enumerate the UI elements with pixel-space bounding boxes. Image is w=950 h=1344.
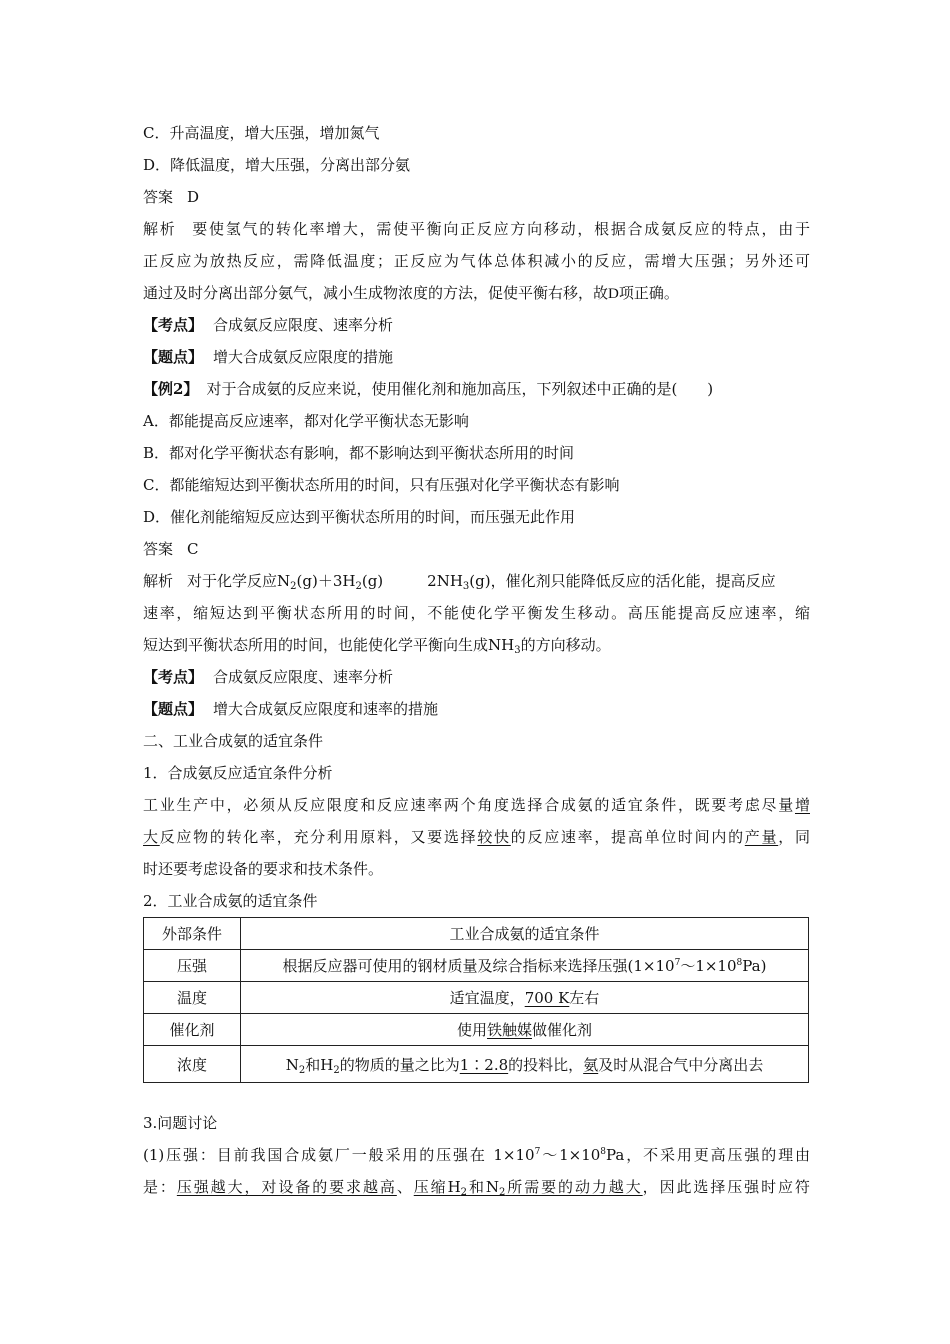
analysis-line-1: 解析 对于化学反应$N_2(g)+3H_2(g)$ $2NH_3(g)$，催化剂只能降低反应的活化能，提高反应 [143, 572, 776, 592]
catalyst-condition: 使用铁触媒做催化剂 [241, 1014, 809, 1046]
subsection-2-title: 2．工业合成氨的适宜条件 [143, 892, 318, 910]
blank-answer: 700 K [524, 989, 570, 1007]
tidian-line: 【题点】 增大合成氨反应限度的措施 [143, 348, 394, 366]
table-row [144, 982, 809, 1014]
kaodian-line: 【考点】 合成氨反应限度、速率分析 [143, 316, 394, 334]
answer-label: 答案 [143, 188, 174, 206]
example-2-question: 【例2】 对于合成氨的反应来说，使用催化剂和施加高压，下列叙述中正确的是( ) [143, 380, 714, 398]
table-row [144, 1046, 809, 1083]
blank-answer: 氨 [583, 1055, 599, 1074]
analysis-line-2: 速率，缩短达到平衡状态所用的时间，不能使化学平衡发生移动。高压能提高反应速率，缩 [143, 604, 810, 622]
blank-answer: 产量 [744, 828, 779, 846]
answer-line [143, 185, 810, 209]
kaodian-label: 【考点】 [143, 668, 204, 686]
analysis-line-1: 解析 要使氢气的转化率增大，需使平衡向正反应方向移动，根据合成氨反应的特点，由于 [143, 220, 810, 238]
blank-answer: 较快 [477, 828, 511, 846]
answer-value: C [187, 540, 199, 558]
row-label-catalyst: 催化剂 [144, 1014, 241, 1046]
kaodian-label: 【考点】 [143, 316, 204, 334]
row-label-concentration: 浓度 [144, 1046, 241, 1083]
section-title: 二、工业合成氨的适宜条件 [143, 732, 324, 750]
option-a: A．都能提高反应速率，都对化学平衡状态无影响 [143, 412, 469, 430]
blank-answer: 压缩$H_2$和$N_2$所需要的动力越大 [413, 1178, 643, 1198]
kaodian-line: 【考点】 合成氨反应限度、速率分析 [143, 668, 394, 686]
discussion-line-2: 是：压强越大，对设备的要求越高、压缩$H_2$和$N_2$所需要的动力越大，因此选择压强时应符 [143, 1178, 810, 1198]
blank-answer: 增 [794, 796, 810, 814]
subsection-1-title: 1．合成氨反应适宜条件分析 [143, 764, 333, 782]
blank-answer: 1∶2.8 [459, 1055, 509, 1074]
temperature-condition: 适宜温度，700 K左右 [241, 982, 809, 1014]
option-b: B．都对化学平衡状态有影响，都不影响达到平衡状态所用的时间 [143, 444, 575, 462]
concentration-condition: $N_2$和$H_2$的物质的量之比为1∶2.8的投料比，氨及时从混合气中分离出去 [241, 1046, 809, 1083]
equation-reactants: $N_2(g)+3H_2(g)$ [277, 572, 384, 592]
tidian-label: 【题点】 [143, 348, 204, 366]
table-row [144, 950, 809, 982]
table-header-cell: 工业合成氨的适宜条件 [241, 918, 809, 950]
equation-product: $2NH_3$ [427, 572, 470, 592]
row-label-temperature: 温度 [144, 982, 241, 1014]
paragraph-line-3: 时还要考虑设备的要求和技术条件。 [143, 860, 384, 878]
option-c: C．升高温度，增大压强，增加氮气 [143, 124, 380, 142]
blank-answer: 铁触媒 [486, 1021, 532, 1039]
analysis-line-3: 短达到平衡状态所用的时间，也能使化学平衡向生成$NH_3$的方向移动。 [143, 636, 611, 656]
pressure-condition: 根据反应器可使用的钢材质量及综合指标来选择压强$(1\times 10^7\sim 1\times 10^8Pa)$ [241, 950, 809, 982]
tidian-label: 【题点】 [143, 700, 204, 718]
table-row [144, 1014, 809, 1046]
blank-answer: 压强越大，对设备的要求越高 [176, 1178, 397, 1196]
answer-line [143, 537, 810, 561]
row-label-pressure: 压强 [144, 950, 241, 982]
option-d: D．降低温度，增大压强，分离出部分氨 [143, 156, 411, 174]
paragraph-line-2: 大反应物的转化率，充分利用原料，又要选择较快的反应速率，提高单位时间内的产量，同 [143, 828, 810, 846]
subsection-3-title: 3.问题讨论 [143, 1114, 218, 1132]
table-header-cell: 外部条件 [144, 918, 241, 950]
option-d: D．催化剂能缩短反应达到平衡状态所用的时间，而压强无此作用 [143, 508, 576, 526]
analysis-line-2: 正反应为放热反应，需降低温度；正反应为气体总体积减小的反应，需增大压强；另外还可 [143, 252, 810, 270]
tidian-line: 【题点】 增大合成氨反应限度和速率的措施 [143, 700, 439, 718]
analysis-label: 解析 [143, 572, 174, 590]
discussion-line-1: (1)压强：目前我国合成氨厂一般采用的压强在 $1\times 10^7\sim 1\times 10^8Pa$，不采用更高压强的理由 [143, 1146, 810, 1164]
blank-answer: 大 [143, 828, 160, 846]
example-label: 【例2】 [143, 380, 199, 398]
table-header-row [144, 918, 809, 950]
option-c: C．都能缩短达到平衡状态所用的时间，只有压强对化学平衡状态有影响 [143, 476, 620, 494]
answer-label: 答案 [143, 540, 174, 558]
analysis-line-3: 通过及时分离出部分氨气，减小生成物浓度的方法，促使平衡右移，故D项正确。 [143, 284, 679, 302]
paragraph-line-1: 工业生产中，必须从反应限度和反应速率两个角度选择合成氨的适宜条件，既要考虑尽量增 [143, 796, 810, 814]
answer-value: D [187, 188, 200, 206]
conditions-table [143, 917, 809, 1083]
analysis-label: 解析 [143, 220, 177, 238]
